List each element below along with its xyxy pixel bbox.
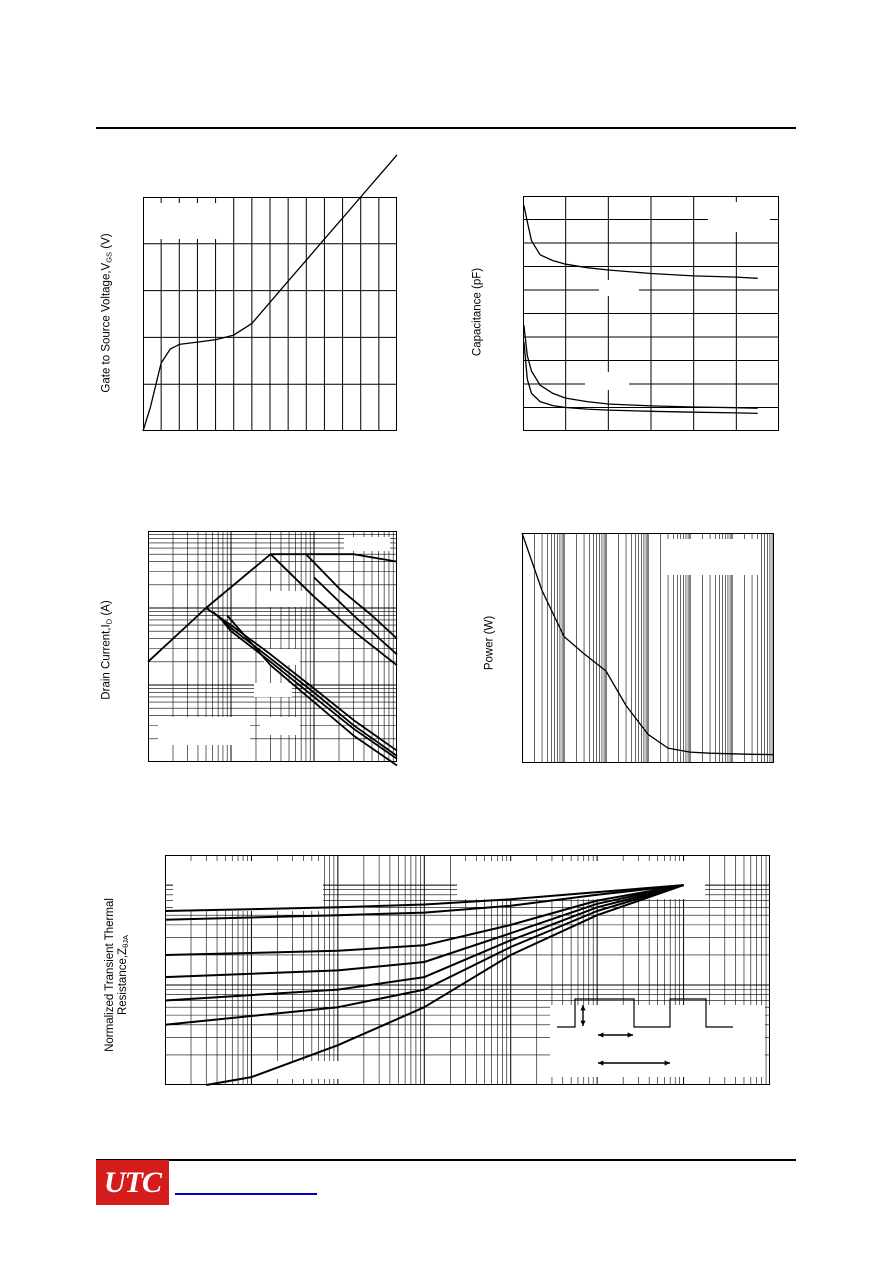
- utc-logo: UTC: [96, 1160, 169, 1205]
- thermal-chart-y-label: Normalized Transient Thermal $Resistance,Z_{\theta JA}$: [104, 898, 130, 1052]
- series-line: [314, 577, 397, 654]
- annotation-box: [264, 591, 306, 607]
- annotation-box: [265, 1061, 360, 1079]
- annotation-box: [585, 372, 629, 390]
- annotation-box: [254, 683, 292, 697]
- annotation-box: [173, 861, 323, 911]
- annotation-box: [550, 1005, 765, 1077]
- annotation-box: [708, 202, 770, 232]
- power-chart-y-label: Power (W): [483, 615, 496, 671]
- series-line: [524, 325, 758, 408]
- header-rule: [96, 127, 796, 129]
- transient-thermal-chart: [165, 855, 770, 1085]
- annotation-box: [662, 539, 760, 575]
- gate-chart-y-label: Gate to Source $Voltage,V_{GS}$ (V): [100, 233, 114, 393]
- footer-rule: [96, 1159, 796, 1161]
- capacitance-chart: [523, 196, 779, 431]
- series-line: [271, 554, 397, 665]
- power-chart: [522, 533, 774, 763]
- annotation-box: [149, 203, 229, 239]
- series-line: [306, 554, 397, 638]
- annotation-box: [158, 717, 250, 745]
- website-link[interactable]: [175, 1193, 317, 1195]
- annotation-box: [599, 280, 639, 296]
- annotation-box: [260, 717, 300, 735]
- soa-chart-y-label: Drain $Current,I_D$ (A): [100, 600, 114, 700]
- series-line: [524, 342, 758, 414]
- gate-charge-chart: [143, 197, 397, 431]
- annotation-box: [344, 537, 390, 551]
- capacitance-chart-y-label: Capacitance (pF): [471, 267, 484, 357]
- safe-operating-area-chart: [148, 531, 397, 762]
